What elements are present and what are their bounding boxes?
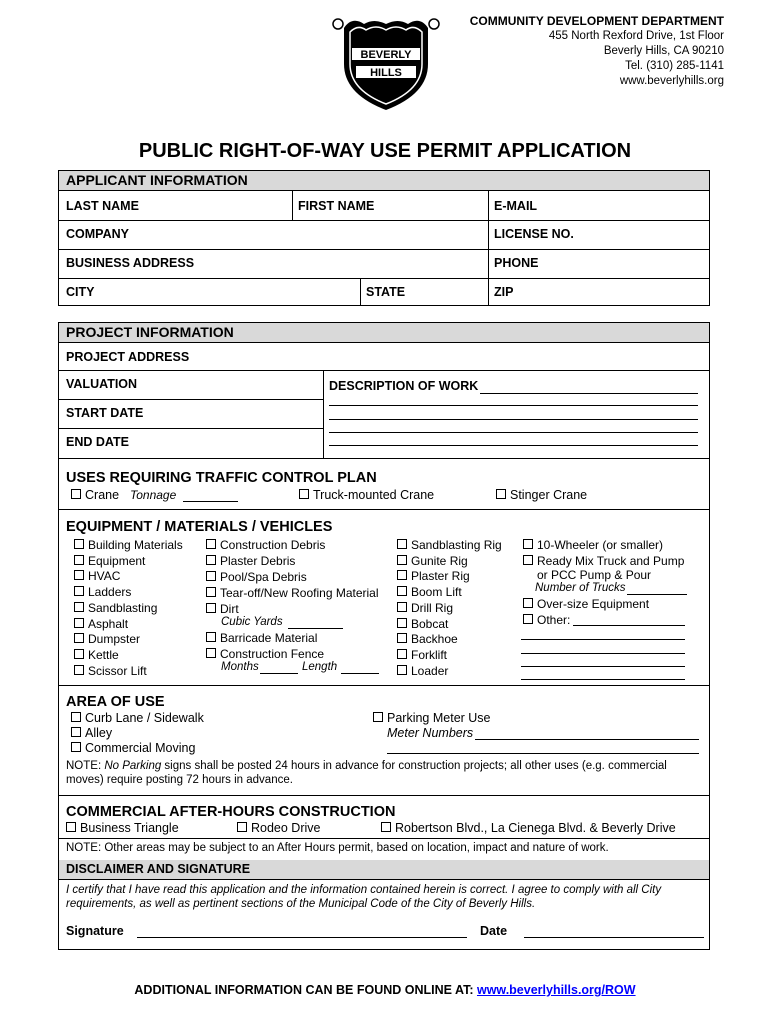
equipment-oversize[interactable]: Over-size Equipment: [523, 597, 649, 611]
equipment-backhoe[interactable]: Backhoe: [397, 632, 458, 646]
checkbox-icon[interactable]: [74, 618, 84, 628]
checkbox-icon[interactable]: [206, 555, 216, 565]
address-line1: 455 North Rexford Drive, 1st Floor: [548, 30, 724, 42]
logo-text-beverly: BEVERLY: [360, 49, 412, 61]
after-hours-robertson[interactable]: Robertson Blvd., La Cienega Blvd. & Beverly Drive: [381, 821, 676, 835]
checkbox-icon[interactable]: [523, 598, 533, 608]
area-alley[interactable]: Alley: [71, 726, 112, 740]
area-commercial-moving[interactable]: Commercial Moving: [71, 741, 195, 755]
equipment-hvac[interactable]: HVAC: [74, 569, 120, 583]
number-of-trucks-label: Number of Trucks: [535, 582, 626, 594]
equipment-bobcat[interactable]: Bobcat: [397, 617, 448, 631]
city-field[interactable]: CITY: [66, 285, 95, 299]
disclaimer-heading: DISCLAIMER AND SIGNATURE: [59, 860, 709, 880]
description-of-work-field[interactable]: DESCRIPTION OF WORK: [329, 379, 479, 393]
last-name-field[interactable]: LAST NAME: [66, 199, 139, 213]
cubic-yards-label: Cubic Yards: [221, 616, 283, 628]
equipment-building-materials[interactable]: Building Materials: [74, 538, 183, 552]
equipment-forklift[interactable]: Forklift: [397, 648, 447, 662]
checkbox-icon[interactable]: [71, 727, 81, 737]
checkbox-icon[interactable]: [397, 618, 407, 628]
checkbox-icon[interactable]: [299, 489, 309, 499]
date-line[interactable]: [524, 937, 704, 938]
checkbox-icon[interactable]: [206, 603, 216, 613]
checkbox-icon[interactable]: [74, 602, 84, 612]
equipment-plaster-debris[interactable]: Plaster Debris: [206, 554, 295, 568]
equipment-plaster-rig[interactable]: Plaster Rig: [397, 569, 470, 583]
checkbox-icon[interactable]: [74, 665, 84, 675]
ready-mix-line2: or PCC Pump & Pour: [537, 568, 652, 582]
after-hours-note: NOTE: Other areas may be subject to an After Hours permit, based on location, impact and nature of work.: [66, 842, 609, 854]
project-address-field[interactable]: PROJECT ADDRESS: [66, 350, 190, 364]
checkbox-icon[interactable]: [71, 489, 81, 499]
equipment-scissor-lift[interactable]: Scissor Lift: [74, 664, 147, 678]
traffic-control-heading: USES REQUIRING TRAFFIC CONTROL PLAN: [66, 470, 377, 486]
checkbox-icon[interactable]: [397, 649, 407, 659]
checkbox-icon[interactable]: [373, 712, 383, 722]
company-field[interactable]: COMPANY: [66, 227, 129, 241]
checkbox-icon[interactable]: [397, 539, 407, 549]
area-curb-lane[interactable]: Curb Lane / Sidewalk: [71, 711, 204, 725]
months-label: Months: [221, 661, 259, 673]
checkbox-icon[interactable]: [397, 586, 407, 596]
after-hours-rodeo-drive[interactable]: Rodeo Drive: [237, 821, 320, 835]
equipment-other[interactable]: Other:: [523, 613, 570, 627]
business-address-field[interactable]: BUSINESS ADDRESS: [66, 256, 195, 270]
equipment-sandblasting[interactable]: Sandblasting: [74, 601, 157, 615]
first-name-field[interactable]: FIRST NAME: [298, 199, 375, 213]
meter-numbers-label: Meter Numbers: [387, 726, 474, 740]
area-note: NOTE: No Parking signs shall be posted 24 hours in advance for construction projects; all other uses (e.g. commercial moves) require posting 72 hours in advance.: [66, 760, 667, 786]
email-field[interactable]: E-MAIL: [494, 199, 538, 213]
phone-field[interactable]: PHONE: [494, 256, 539, 270]
project-heading: PROJECT INFORMATION: [59, 323, 709, 343]
equipment-barricade-material[interactable]: Barricade Material: [206, 631, 317, 645]
checkbox-icon[interactable]: [74, 649, 84, 659]
project-section: [58, 322, 710, 950]
checkbox-icon[interactable]: [206, 539, 216, 549]
truck-mounted-crane-option[interactable]: Truck-mounted Crane: [299, 488, 434, 502]
department-info: [470, 14, 724, 89]
length-label: Length: [302, 661, 338, 673]
beverly-hills-shield-logo: [330, 14, 442, 112]
checkbox-icon[interactable]: [381, 822, 391, 832]
equipment-construction-fence[interactable]: Construction Fence: [206, 647, 324, 661]
equipment-pool-spa-debris[interactable]: Pool/Spa Debris: [206, 570, 307, 584]
equipment-boom-lift[interactable]: Boom Lift: [397, 585, 462, 599]
checkbox-icon[interactable]: [74, 633, 84, 643]
after-hours-business-triangle[interactable]: Business Triangle: [66, 821, 179, 835]
equipment-ladders[interactable]: Ladders: [74, 585, 131, 599]
checkbox-icon[interactable]: [397, 665, 407, 675]
checkbox-icon[interactable]: [74, 539, 84, 549]
footer: [0, 983, 770, 997]
checkbox-icon[interactable]: [71, 712, 81, 722]
equipment-dumpster[interactable]: Dumpster: [74, 632, 140, 646]
checkbox-icon[interactable]: [206, 571, 216, 581]
disclaimer-text: I certify that I have read this application and the information contained herein is correct. I agree to comply with all City requirements, as well as pertinent sections of the Municipal Code of the City of Beverly Hills.: [66, 884, 662, 910]
equipment-roofing-material[interactable]: Tear-off/New Roofing Material: [206, 586, 379, 600]
address-line2: Beverly Hills, CA 90210: [603, 45, 724, 57]
equipment-kettle[interactable]: Kettle: [74, 648, 119, 662]
equipment-equipment[interactable]: Equipment: [74, 554, 145, 568]
checkbox-icon[interactable]: [496, 489, 506, 499]
equipment-loader[interactable]: Loader: [397, 664, 448, 678]
start-date-field[interactable]: START DATE: [66, 406, 144, 420]
checkbox-icon[interactable]: [74, 570, 84, 580]
signature-label: Signature: [66, 924, 124, 938]
form-title: PUBLIC RIGHT-OF-WAY USE PERMIT APPLICATION: [138, 140, 632, 162]
stinger-crane-option[interactable]: Stinger Crane: [496, 488, 587, 502]
equipment-heading: EQUIPMENT / MATERIALS / VEHICLES: [66, 519, 333, 535]
applicant-heading: APPLICANT INFORMATION: [59, 171, 709, 191]
checkbox-icon[interactable]: [206, 648, 216, 658]
after-hours-heading: COMMERCIAL AFTER-HOURS CONSTRUCTION: [66, 804, 396, 820]
checkbox-icon[interactable]: [74, 586, 84, 596]
area-parking-meter[interactable]: Parking Meter Use: [373, 711, 491, 725]
department-name: COMMUNITY DEVELOPMENT DEPARTMENT: [469, 14, 724, 28]
checkbox-icon[interactable]: [66, 822, 76, 832]
license-field[interactable]: LICENSE NO.: [494, 227, 574, 241]
tonnage-label: Tonnage: [130, 488, 177, 502]
footer-text: ADDITIONAL INFORMATION CAN BE FOUND ONLINE AT:: [134, 983, 477, 997]
checkbox-icon[interactable]: [206, 587, 216, 597]
date-label: Date: [480, 924, 508, 938]
equipment-sandblasting-rig[interactable]: Sandblasting Rig: [397, 538, 502, 552]
checkbox-icon[interactable]: [397, 602, 407, 612]
footer-link[interactable]: www.beverlyhills.org/ROW: [476, 983, 636, 997]
end-date-field[interactable]: END DATE: [66, 435, 129, 449]
checkbox-icon[interactable]: [206, 632, 216, 642]
website: www.beverlyhills.org: [619, 75, 724, 87]
zip-field[interactable]: ZIP: [494, 285, 514, 299]
applicant-section: [58, 170, 710, 306]
valuation-field[interactable]: VALUATION: [66, 377, 138, 391]
equipment-10-wheeler[interactable]: 10-Wheeler (or smaller): [523, 538, 663, 552]
checkbox-icon[interactable]: [71, 742, 81, 752]
logo-text-hills: HILLS: [370, 67, 402, 79]
equipment-gunite-rig[interactable]: Gunite Rig: [397, 554, 468, 568]
checkbox-icon[interactable]: [237, 822, 247, 832]
signature-line[interactable]: [137, 937, 467, 938]
equipment-construction-debris[interactable]: Construction Debris: [206, 538, 325, 552]
checkbox-icon[interactable]: [523, 555, 533, 565]
equipment-ready-mix[interactable]: Ready Mix Truck and Pump: [523, 554, 684, 568]
state-field[interactable]: STATE: [366, 285, 406, 299]
phone: Tel. (310) 285-1141: [625, 60, 724, 72]
equipment-drill-rig[interactable]: Drill Rig: [397, 601, 453, 615]
crane-option[interactable]: Crane: [71, 488, 119, 502]
checkbox-icon[interactable]: [397, 633, 407, 643]
checkbox-icon[interactable]: [523, 614, 533, 624]
checkbox-icon[interactable]: [397, 570, 407, 580]
checkbox-icon[interactable]: [74, 555, 84, 565]
checkbox-icon[interactable]: [397, 555, 407, 565]
equipment-dirt[interactable]: Dirt: [206, 602, 239, 616]
area-of-use-heading: AREA OF USE: [66, 694, 165, 710]
equipment-asphalt[interactable]: Asphalt: [74, 617, 128, 631]
checkbox-icon[interactable]: [523, 539, 533, 549]
